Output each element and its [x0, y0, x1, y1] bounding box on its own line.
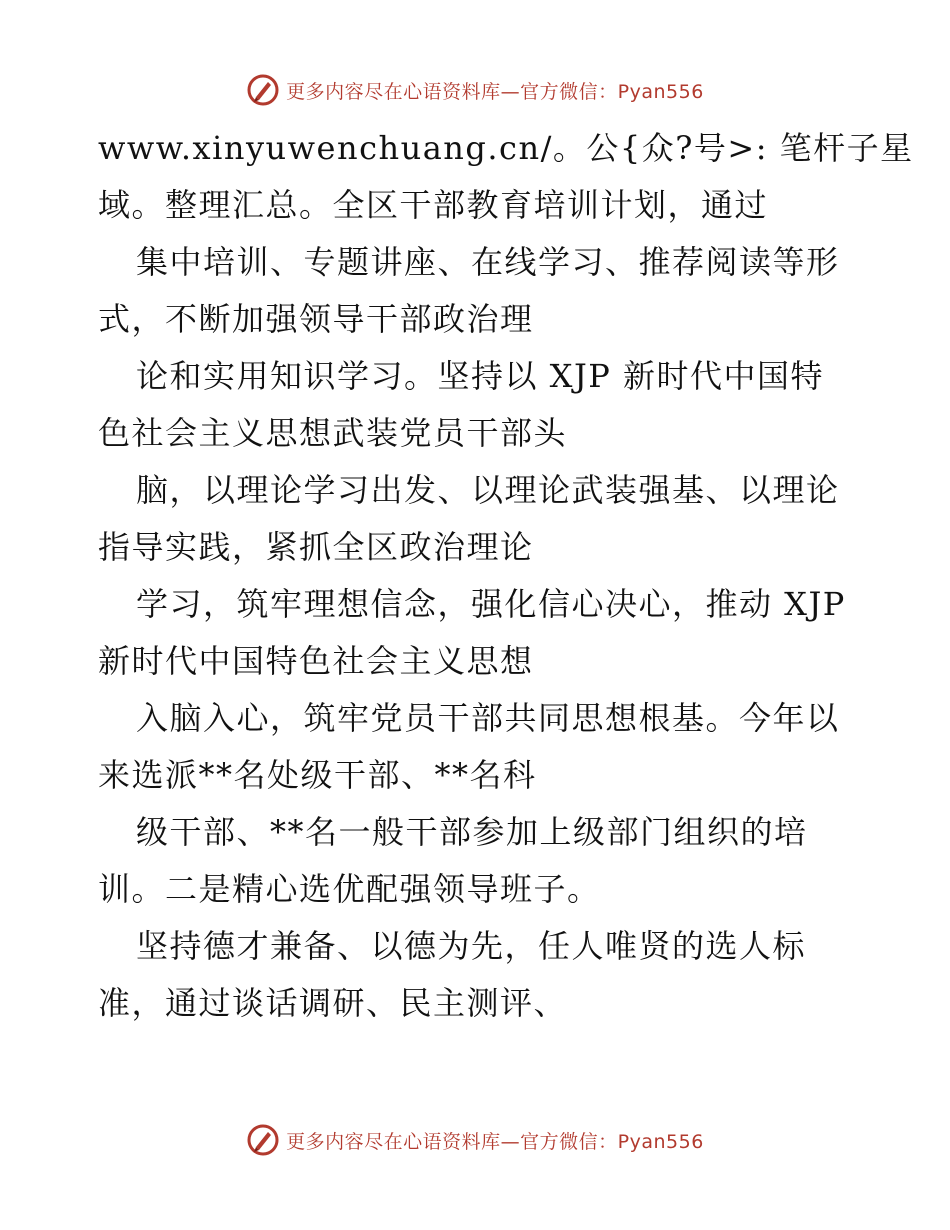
document-body — [98, 120, 914, 1032]
text-line: 色社会主义思想武装党员干部头 — [98, 414, 568, 452]
footer-banner — [0, 1120, 950, 1160]
text-line: 集中培训、专题讲座、在线学习、推荐阅读等形 — [136, 243, 840, 281]
text-line: 指导实践，紧抓全区政治理论 — [98, 528, 534, 566]
text-line: 式，不断加强领导干部政治理 — [98, 300, 534, 338]
header-banner — [0, 70, 950, 110]
text-line: www.xinyuwenchuang.cn/。公{众?号>: 笔杆子星 — [98, 129, 914, 167]
text-line: 学习，筑牢理想信念，强化信心决心，推动 XJP — [136, 585, 846, 623]
text-line: 域。整理汇总。全区干部教育培训计划，通过 — [98, 186, 769, 224]
header-banner-text: 更多内容尽在心语资料库—官方微信：Pyan556 — [286, 80, 704, 103]
text-line: 论和实用知识学习。坚持以 XJP 新时代中国特 — [136, 357, 824, 395]
red-seal-pen-icon — [246, 1123, 280, 1157]
text-line: 级干部、**名一般干部参加上级部门组织的培 — [136, 813, 808, 851]
text-line: 准，通过谈话调研、民主测评、 — [98, 984, 568, 1022]
footer-banner-text: 更多内容尽在心语资料库—官方微信：Pyan556 — [286, 1130, 704, 1153]
text-line: 训。二是精心选优配强领导班子。 — [98, 870, 601, 908]
text-line: 来选派**名处级干部、**名科 — [98, 756, 537, 794]
red-seal-pen-icon — [246, 73, 280, 107]
text-line: 新时代中国特色社会主义思想 — [98, 642, 534, 680]
text-line: 坚持德才兼备、以德为先，任人唯贤的选人标 — [136, 927, 807, 965]
text-line: 入脑入心，筑牢党员干部共同思想根基。今年以 — [136, 699, 840, 737]
text-line: 脑，以理论学习出发、以理论武装强基、以理论 — [136, 471, 840, 509]
